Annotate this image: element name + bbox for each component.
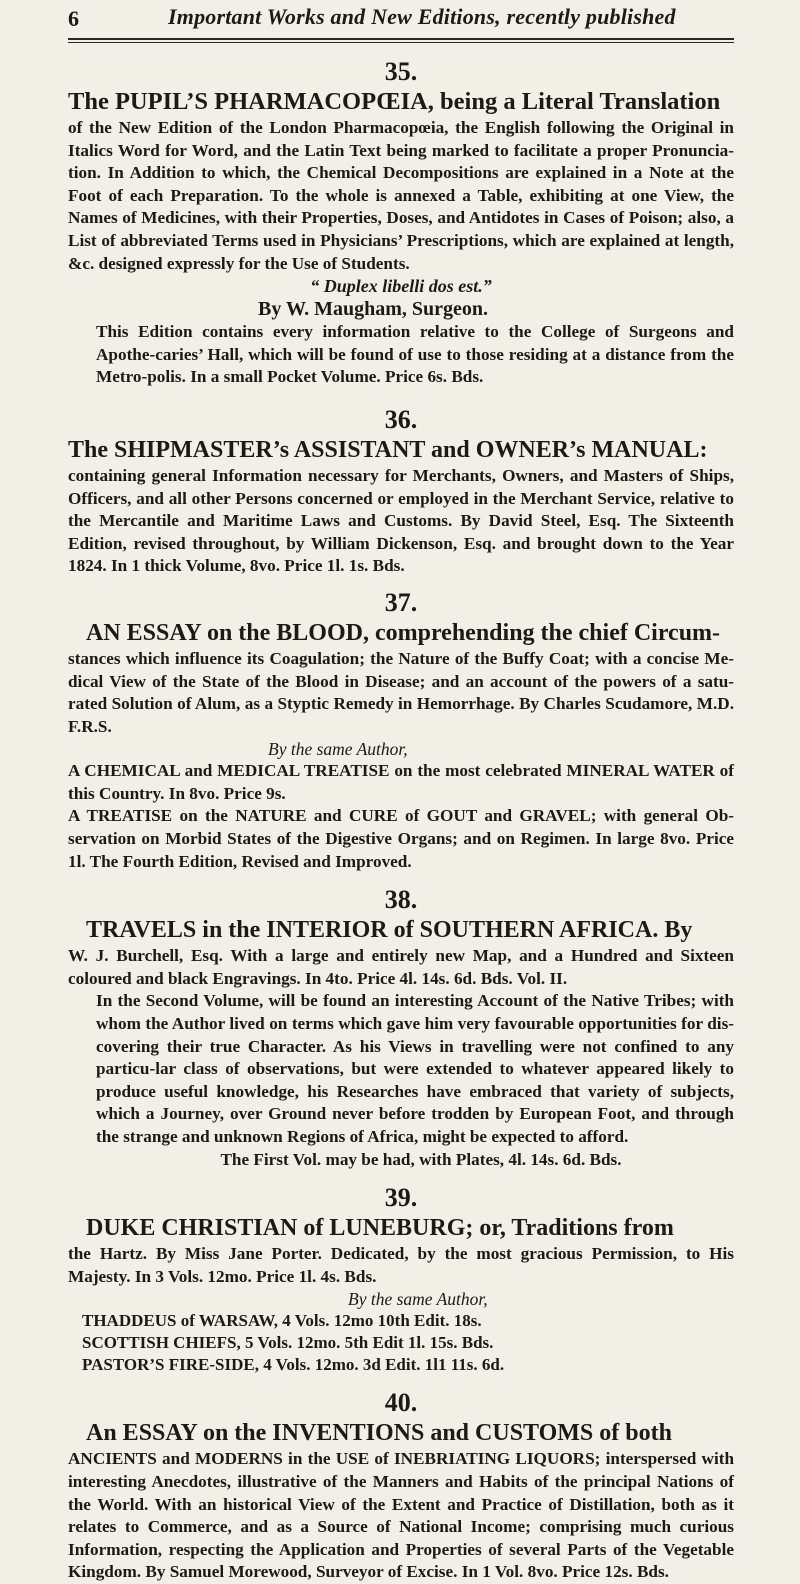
entry-closing: The First Vol. may be had, with Plates, 4l. 14s. 6d. Bds.	[220, 1149, 622, 1169]
entry-37	[68, 588, 734, 873]
entry-body-2: In the Second Volume, will be found an interesting Account of the Native Tribes; with whom the Author lived on terms which gave him very favourable opportunities for dis-covering their true Character. As his Views in travelling were not confined to any particu-lar class of observations, but were extended to whatever appeared likely to produce useful knowledge, his Researches have embraced that variety of subjects, which a Journey, over Ground never before trodden by European Foot, and through the strange and unknown Regions of Africa, might be expected to afford.	[96, 991, 734, 1146]
entry-40	[68, 1388, 734, 1584]
list-item: SCOTTISH CHIEFS, 5 Vols. 12mo. 5th Edit 1l. 15s. Bds.	[82, 1333, 494, 1353]
entry-39	[68, 1183, 734, 1376]
entry-byline: By the same Author,	[348, 1289, 488, 1310]
running-title: Important Works and New Editions, recently published	[168, 4, 676, 29]
header-rule	[68, 38, 734, 43]
entry-title: An ESSAY on the INVENTIONS and CUSTOMS of both	[86, 1420, 672, 1447]
entry-number: 40.	[384, 1388, 418, 1418]
entry-36	[68, 405, 734, 578]
list-item: THADDEUS of WARSAW, 4 Vols. 12mo 10th Edit. 18s.	[82, 1311, 482, 1331]
entry-number: 36.	[384, 404, 418, 434]
entry-body: the Hartz. By Miss Jane Porter. Dedicated, by the most gracious Permission, to His Majesty. In 3 Vols. 12mo. Price 1l. 4s. Bds.	[68, 1244, 734, 1286]
entry-title: AN ESSAY on the BLOOD, comprehending the chief Circum-	[86, 619, 721, 646]
entry-body: containing general Information necessary for Merchants, Owners, and Masters of Ships, Officers, and all other Persons concerned or employed in the Merchant Service, relative to the Mercantile and Maritime Laws and Customs. By David Steel, Esq. The Sixteenth Edition, revised throughout, by William Dickenson, Esq. and brought down to the Year 1824. In 1 thick Volume, 8vo. Price 1l. 1s. Bds.	[68, 465, 734, 576]
entry-title: DUKE CHRISTIAN of LUNEBURG; or, Traditions from	[86, 1215, 674, 1242]
entry-subentry: A TREATISE on the NATURE and CURE of GOUT and GRAVEL; with general Ob-servation on Morbid States of the Digestive Organs; and on Regimen. In large 8vo. Price 1l. The Fourth Edition, Revised and Improved.	[68, 806, 734, 871]
list-item: PASTOR’S FIRE-SIDE, 4 Vols. 12mo. 3d Edit. 1l1 11s. 6d.	[82, 1355, 505, 1375]
entry-subentry: A CHEMICAL and MEDICAL TREATISE on the most celebrated MINERAL WATER of this Country. In 8vo. Price 9s.	[68, 761, 734, 803]
entry-number: 38.	[384, 885, 418, 915]
page-number: 6	[68, 6, 79, 31]
entry-38	[68, 885, 734, 1171]
entry-author: By W. Maugham, Surgeon.	[258, 298, 489, 321]
entry-title: The PUPIL’S PHARMACOPŒIA, being a Literal Translation	[68, 88, 721, 115]
entry-number: 39.	[384, 1183, 418, 1213]
entry-body: stances which influence its Coagulation; the Nature of the Buffy Coat; with a concise Me-dical View of the State of the Blood in Disease; and an account of the powers of a satu-rated Solution of Alum, as a Styptic Remedy in Hemorrhage. By Charles Scudamore, M.D. F.R.S.	[68, 648, 734, 736]
entry-body: of the New Edition of the London Pharmacopœia, the English following the Original in Italics Word for Word, and the Latin Text being marked to facilitate a proper Pronuncia-tion. In Addition to which, the Chemical Decompositions are explained in a Note at the Foot of each Preparation. To the whole is annexed a Table, exhibiting at one View, the Names of Medicines, with their Properties, Doses, and Antidotes in Cases of Poison; also, a List of abbreviated Terms used in Physicians’ Prescriptions, which are explained at length, &c. designed expressly for the Use of Students.	[68, 118, 734, 273]
entry-title: TRAVELS in the INTERIOR of SOUTHERN AFRICA. By	[86, 917, 693, 944]
entry-motto: “ Duplex libelli dos est.”	[310, 276, 492, 297]
entry-body: ANCIENTS and MODERNS in the USE of INEBRIATING LIQUORS; interspersed with interesting Anecdotes, illustrative of the Manners and Habits of the principal Nations of the World. With an historical View of the Extent and Practice of Distillation, both as it relates to Commerce, and as a Source of National Income; comprising much curious Information, respecting the Application and Properties of several Parts of the Vegetable Kingdom. By Samuel Morewood, Surveyor of Excise. In 1 Vol. 8vo. Price 12s. Bds.	[68, 1449, 734, 1582]
page-header	[68, 0, 734, 36]
entry-byline: By the same Author,	[268, 739, 408, 760]
entry-title: The SHIPMASTER’s ASSISTANT and OWNER’s MANUAL:	[68, 436, 708, 463]
entry-number: 35.	[384, 57, 418, 86]
entry-number: 37.	[384, 587, 418, 617]
entry-35	[68, 57, 734, 389]
entry-body: W. J. Burchell, Esq. With a large and entirely new Map, and a Hundred and Sixteen coloured and black Engravings. In 4to. Price 4l. 14s. 6d. Bds. Vol. II.	[68, 946, 734, 988]
entry-note: This Edition contains every information relative to the College of Surgeons and Apothe-caries’ Hall, which will be found of use to those residing at a distance from the Metro-polis. In a small Pocket Volume. Price 6s. Bds.	[96, 322, 734, 387]
